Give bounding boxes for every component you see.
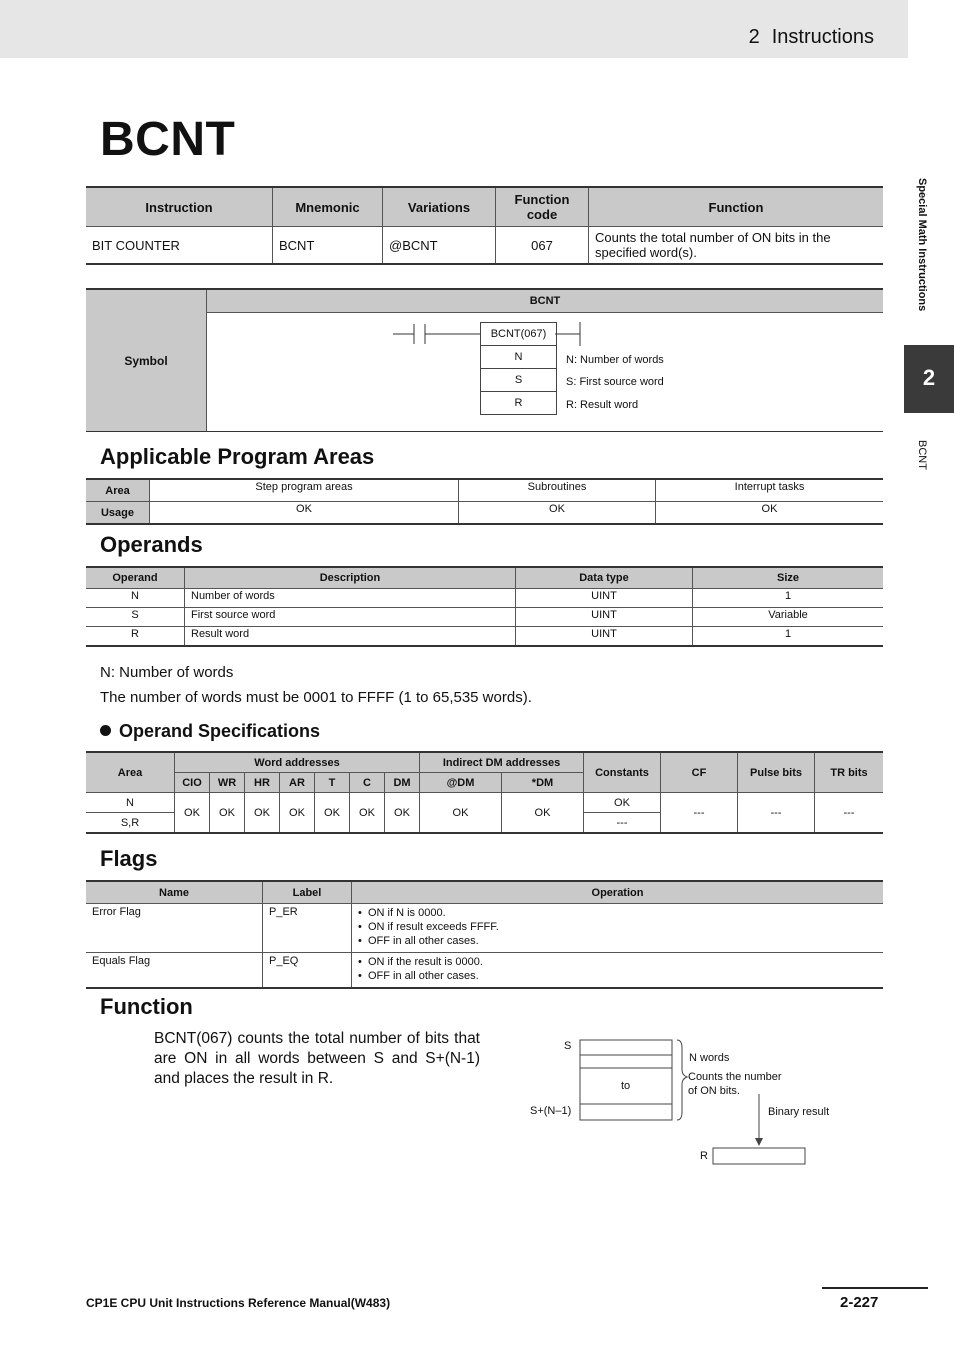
list-item: • ON if result exceeds FFFF. bbox=[358, 920, 877, 934]
section-title-operands: Operands bbox=[100, 532, 203, 557]
table-cell: OK bbox=[385, 793, 420, 834]
table-cell: OK bbox=[315, 793, 350, 834]
operation-list bbox=[358, 955, 877, 983]
table-header-row bbox=[86, 881, 883, 904]
chapter-tab: 2 bbox=[904, 345, 954, 413]
box-operand-s: S bbox=[481, 369, 556, 392]
diagram-label-to: to bbox=[621, 1080, 631, 1092]
footer-manual-title: CP1E CPU Unit Instructions Reference Manual(W483) bbox=[86, 1296, 391, 1310]
table-cell: OK bbox=[175, 793, 210, 834]
page-title: BCNT bbox=[100, 113, 236, 166]
table-cell: --- bbox=[584, 813, 661, 834]
table-cell: 067 bbox=[496, 227, 589, 265]
page-number: 2-227 bbox=[840, 1294, 879, 1311]
symbol-table bbox=[86, 288, 883, 432]
table-header: Usage bbox=[86, 502, 150, 525]
operands-table bbox=[86, 566, 883, 647]
section-title-operand-specs bbox=[100, 721, 320, 742]
table-cell: @BCNT bbox=[383, 227, 496, 265]
ladder-symbol bbox=[207, 313, 883, 431]
table-row bbox=[86, 904, 883, 953]
table-cell: S bbox=[86, 608, 185, 627]
instruction-table bbox=[86, 186, 883, 265]
table-header: TR bits bbox=[815, 752, 884, 793]
operand-note-title: N: Number of words bbox=[100, 664, 234, 681]
side-instruction-label bbox=[908, 440, 934, 500]
table-header: CF bbox=[661, 752, 738, 793]
table-header: Variations bbox=[383, 187, 496, 227]
table-header: Function code bbox=[496, 187, 589, 227]
table-header-row bbox=[86, 567, 883, 589]
table-cell: 1 bbox=[693, 627, 884, 647]
table-header: Operation bbox=[352, 881, 884, 904]
operand-desc-s: S: First source word bbox=[566, 376, 664, 388]
operand-specs-table bbox=[86, 751, 883, 834]
side-section-label bbox=[908, 178, 934, 338]
table-row bbox=[86, 608, 883, 627]
table-row bbox=[86, 479, 883, 502]
table-header: HR bbox=[245, 773, 280, 793]
table-header: Word addresses bbox=[175, 752, 420, 773]
list-item: • ON if N is 0000. bbox=[358, 906, 877, 920]
table-cell: Subroutines bbox=[459, 479, 656, 502]
diagram-label-counts-2: of ON bits. bbox=[688, 1085, 740, 1097]
box-operand-r: R bbox=[514, 397, 523, 409]
symbol-label: Symbol bbox=[86, 290, 207, 431]
table-cell: UINT bbox=[516, 589, 693, 608]
diagram-label-r: R bbox=[700, 1150, 708, 1162]
section-title-flags: Flags bbox=[100, 846, 158, 871]
chapter-title: Instructions bbox=[771, 26, 874, 48]
table-header: Function bbox=[589, 187, 884, 227]
table-cell: OK bbox=[210, 793, 245, 834]
table-cell: OK bbox=[584, 793, 661, 813]
operand-desc-n: N: Number of words bbox=[566, 354, 664, 366]
side-instruction-text: BCNT bbox=[916, 440, 928, 470]
table-row bbox=[86, 227, 883, 265]
table-cell: BCNT bbox=[273, 227, 383, 265]
diagram-label-n-words: N words bbox=[689, 1052, 730, 1064]
table-header: WR bbox=[210, 773, 245, 793]
box-operand-n: N bbox=[481, 346, 556, 369]
section-title-program-areas: Applicable Program Areas bbox=[100, 444, 375, 469]
list-item: • ON if the result is 0000. bbox=[358, 955, 877, 969]
table-cell: Interrupt tasks bbox=[656, 479, 884, 502]
table-header: AR bbox=[280, 773, 315, 793]
table-cell: --- bbox=[815, 793, 884, 834]
table-cell: UINT bbox=[516, 608, 693, 627]
table-cell: Equals Flag bbox=[86, 953, 263, 989]
chapter-number: 2 bbox=[748, 26, 760, 48]
diagram-label-counts-1: Counts the number bbox=[688, 1071, 782, 1083]
table-cell: Step program areas bbox=[150, 479, 459, 502]
table-cell: BIT COUNTER bbox=[86, 227, 273, 265]
table-header: Mnemonic bbox=[273, 187, 383, 227]
table-cell: Result word bbox=[185, 627, 516, 647]
list-item: • OFF in all other cases. bbox=[358, 969, 877, 983]
table-row bbox=[86, 627, 883, 647]
program-areas-table bbox=[86, 478, 883, 525]
chapter-heading bbox=[749, 26, 874, 49]
table-cell: Variable bbox=[693, 608, 884, 627]
table-cell: N bbox=[86, 589, 185, 608]
table-cell: OK bbox=[150, 502, 459, 525]
table-header: Data type bbox=[516, 567, 693, 589]
table-cell: OK bbox=[459, 502, 656, 525]
diagram-label-sn: S+(N–1) bbox=[530, 1105, 572, 1117]
table-header-row bbox=[86, 187, 883, 227]
diagram-label-s: S bbox=[564, 1040, 572, 1052]
table-cell: UINT bbox=[516, 627, 693, 647]
table-header: CIO bbox=[175, 773, 210, 793]
table-cell: --- bbox=[738, 793, 815, 834]
operand-desc-r: R: Result word bbox=[566, 399, 639, 411]
table-header: Operand bbox=[86, 567, 185, 589]
table-cell: OK bbox=[502, 793, 584, 834]
side-section-text: Special Math Instructions bbox=[916, 178, 928, 312]
table-header: T bbox=[315, 773, 350, 793]
section-title-function: Function bbox=[100, 994, 193, 1019]
table-header: Area bbox=[86, 752, 175, 793]
table-cell bbox=[352, 904, 884, 953]
table-row bbox=[86, 953, 883, 989]
table-header: *DM bbox=[502, 773, 584, 793]
function-diagram bbox=[520, 1030, 860, 1175]
table-cell: OK bbox=[350, 793, 385, 834]
table-cell bbox=[352, 953, 884, 989]
flags-table bbox=[86, 880, 883, 989]
table-header: Instruction bbox=[86, 187, 273, 227]
operand-specs-title-text: Operand Specifications bbox=[119, 721, 321, 741]
operand-note-text: The number of words must be 0001 to FFFF (1 to 65,535 words). bbox=[100, 689, 532, 706]
table-cell: OK bbox=[245, 793, 280, 834]
table-header: Label bbox=[263, 881, 352, 904]
list-item: • OFF in all other cases. bbox=[358, 934, 877, 948]
table-header: Description bbox=[185, 567, 516, 589]
table-row bbox=[86, 793, 883, 813]
table-cell: 1 bbox=[693, 589, 884, 608]
diagram-label-binary: Binary result bbox=[768, 1106, 830, 1118]
table-header: Name bbox=[86, 881, 263, 904]
table-cell: R bbox=[86, 627, 185, 647]
table-cell: Number of words bbox=[185, 589, 516, 608]
table-header: @DM bbox=[420, 773, 502, 793]
table-header: Area bbox=[86, 479, 150, 502]
table-cell: P_ER bbox=[263, 904, 352, 953]
operation-list bbox=[358, 906, 877, 948]
table-header: DM bbox=[385, 773, 420, 793]
table-row bbox=[86, 589, 883, 608]
footer-rule bbox=[822, 1287, 928, 1289]
box-mnemonic: BCNT(067) bbox=[481, 323, 556, 346]
table-cell: P_EQ bbox=[263, 953, 352, 989]
table-header: Indirect DM addresses bbox=[420, 752, 584, 773]
table-cell: N bbox=[86, 793, 175, 813]
table-header-row bbox=[86, 752, 883, 773]
table-cell: --- bbox=[661, 793, 738, 834]
table-header: C bbox=[350, 773, 385, 793]
instruction-box bbox=[480, 322, 557, 415]
table-cell: First source word bbox=[185, 608, 516, 627]
symbol-header: BCNT bbox=[207, 290, 883, 313]
table-header: Pulse bits bbox=[738, 752, 815, 793]
table-cell: OK bbox=[280, 793, 315, 834]
table-cell: OK bbox=[656, 502, 884, 525]
table-header: Size bbox=[693, 567, 884, 589]
table-row bbox=[86, 502, 883, 525]
table-header: Constants bbox=[584, 752, 661, 793]
function-description: BCNT(067) counts the total number of bits that are ON in all words between S and S+(N-1) and places the result in R. bbox=[154, 1030, 480, 1087]
table-cell: Counts the total number of ON bits in the specified word(s). bbox=[589, 227, 884, 265]
table-cell: OK bbox=[420, 793, 502, 834]
table-cell: S,R bbox=[86, 813, 175, 834]
table-cell: Error Flag bbox=[86, 904, 263, 953]
bullet-icon bbox=[100, 725, 111, 736]
